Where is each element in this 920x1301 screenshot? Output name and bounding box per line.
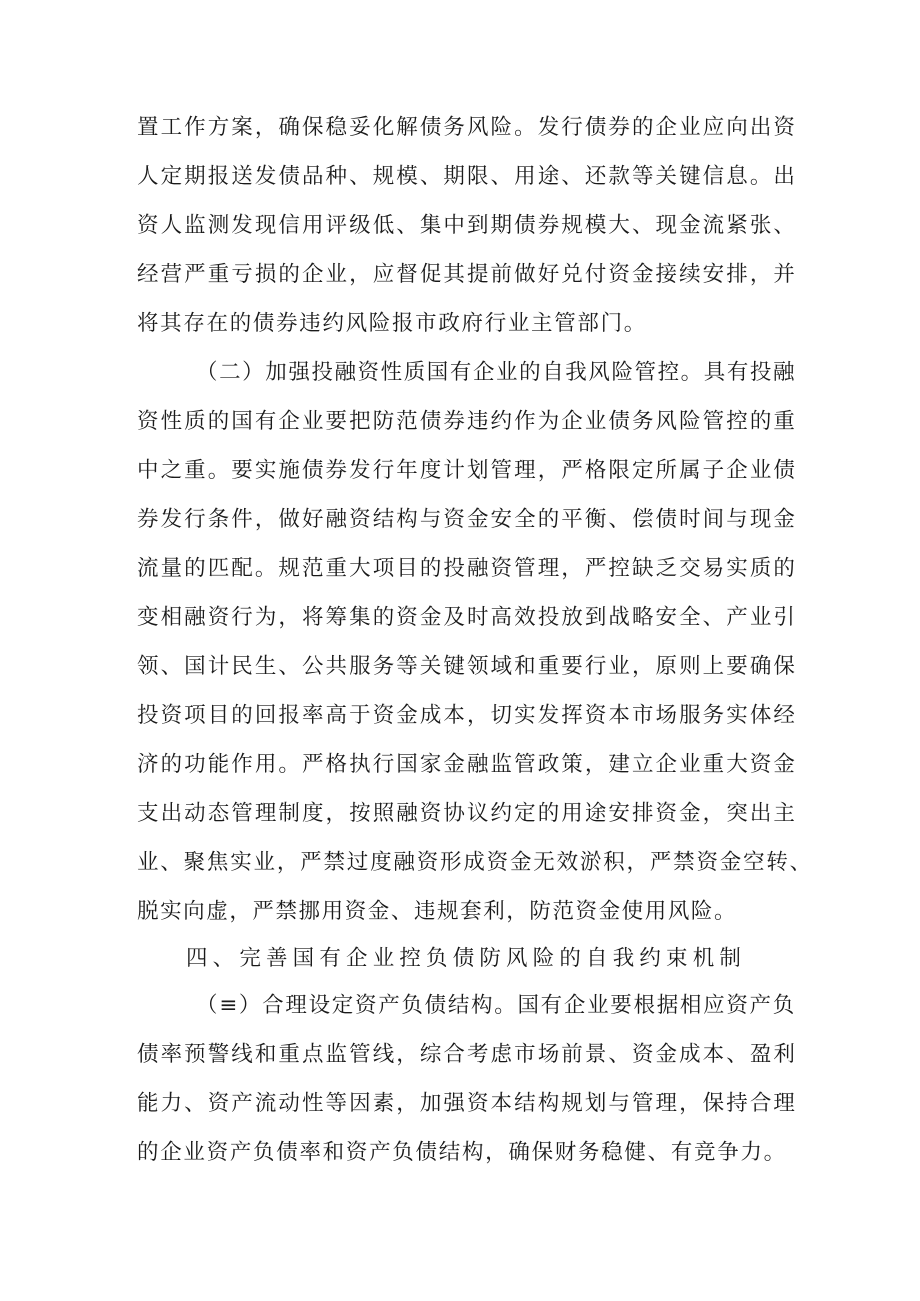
text-line: 济的功能作用。严格执行国家金融监管政策，建立企业重大资金 [137, 752, 797, 777]
text-line: 投资项目的回报率高于资金成本，切实发挥资本市场服务实体经 [137, 703, 797, 728]
text-line: （二）加强投融资性质国有企业的自我风险管控。具有投融 [196, 360, 797, 385]
text-line: 中之重。要实施债券发行年度计划管理，严格限定所属子企业债 [137, 458, 797, 483]
text-line: 资性质的国有企业要把防范债券违约作为企业债务风险管控的重 [137, 409, 797, 434]
text-line: 的企业资产负债率和资产负债结构，确保财务稳健、有竞争力。 [137, 1140, 787, 1165]
text-line: 人定期报送发债品种、规模、期限、用途、还款等关键信息。出 [137, 164, 797, 189]
text-line: 将其存在的债券违约风险报市政府行业主管部门。 [137, 311, 647, 336]
text-line: 债率预警线和重点监管线，综合考虑市场前景、资金成本、盈利 [137, 1042, 797, 1067]
text-line: 业、聚焦实业，严禁过度融资形成资金无效淤积，严禁资金空转、 [137, 850, 813, 875]
text-line: 流量的匹配。规范重大项目的投融资管理，严控缺乏交易实质的 [137, 556, 797, 581]
text-line: 资人监测发现信用评级低、集中到期债券规模大、现金流紧张、 [137, 213, 797, 238]
text-line: 置工作方案，确保稳妥化解债务风险。发行债券的企业应向出资 [137, 115, 797, 140]
text-line: （≡）合理设定资产负债结构。国有企业要根据相应资产负 [196, 993, 796, 1018]
text-line: 领、国计民生、公共服务等关键领域和重要行业，原则上要确保 [137, 654, 797, 679]
section-heading: 四、完善国有企业控负债防风险的自我约束机制 [186, 946, 747, 971]
text-line: 支出动态管理制度，按照融资协议约定的用途安排资金，突出主 [137, 801, 797, 826]
text-line: 变相融资行为，将筹集的资金及时高效投放到战略安全、产业引 [137, 605, 797, 630]
text-line: 脱实向虚，严禁挪用资金、违规套利，防范资金使用风险。 [137, 899, 738, 924]
text-line: 能力、资产流动性等因素，加强资本结构规划与管理，保持合理 [137, 1091, 797, 1116]
text-line: 券发行条件，做好融资结构与资金安全的平衡、偿债时间与现金 [137, 507, 797, 532]
text-line: 经营严重亏损的企业，应督促其提前做好兑付资金接续安排，并 [137, 262, 797, 287]
